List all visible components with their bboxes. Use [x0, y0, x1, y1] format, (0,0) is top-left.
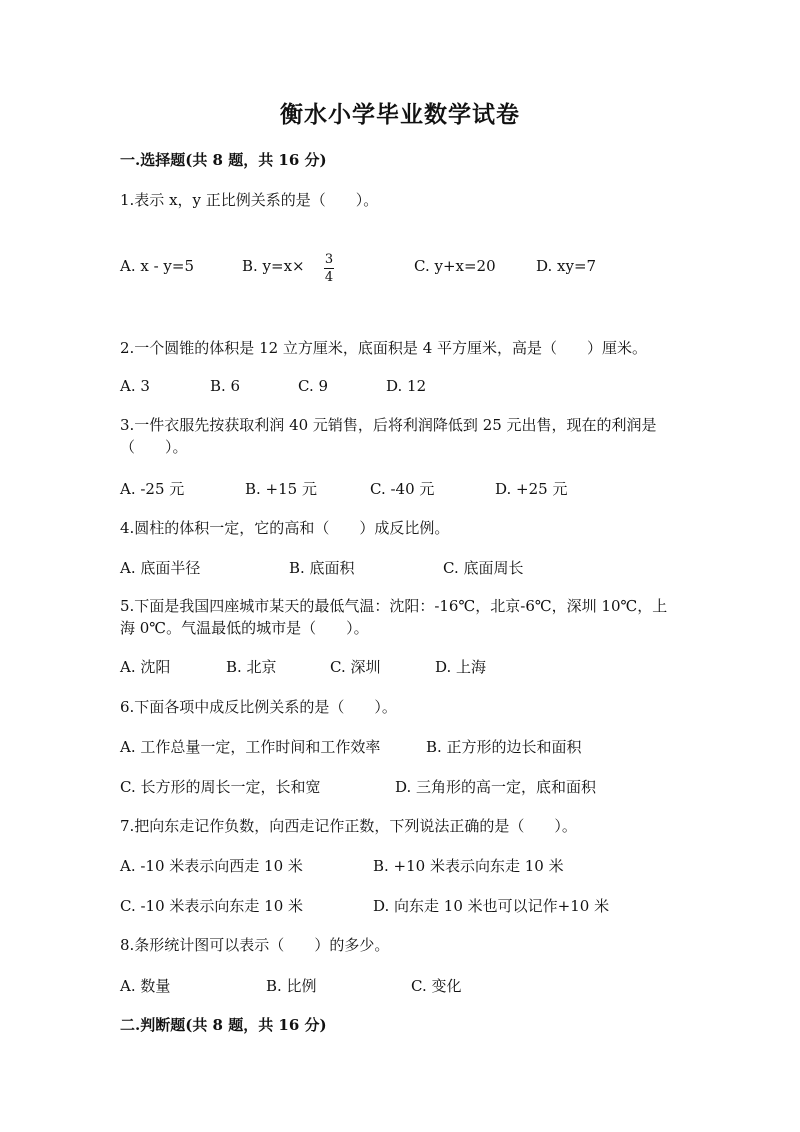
q6-option-b: B. 正方形的边长和面积	[426, 738, 582, 756]
q5-option-c: C. 深圳	[330, 658, 381, 676]
q7-option-a: A. -10 米表示向西走 10 米	[120, 857, 303, 875]
q6-option-c: C. 长方形的周长一定，长和宽	[120, 778, 321, 796]
q2-option-d: D. 12	[386, 377, 427, 395]
q7-option-d: D. 向东走 10 米也可以记作+10 米	[373, 897, 610, 915]
q2-option-a: A. 3	[120, 377, 150, 395]
fraction-numerator: 3	[324, 252, 334, 267]
fraction-denominator: 4	[324, 270, 334, 285]
question-8: 8.条形统计图可以表示（ ）的多少。	[120, 936, 390, 954]
q6-option-a: A. 工作总量一定，工作时间和工作效率	[120, 738, 381, 756]
q6-option-d: D. 三角形的高一定，底和面积	[395, 778, 597, 796]
q3-option-d: D. +25 元	[495, 480, 568, 498]
page-title: 衡水小学毕业数学试卷	[280, 101, 520, 128]
q1-option-c: C. y+x=20	[414, 257, 496, 275]
q3-option-c: C. -40 元	[370, 480, 435, 498]
q5-option-a: A. 沈阳	[120, 658, 171, 676]
section-heading-judgment: 二.判断题(共 8 题，共 16 分)	[120, 1016, 327, 1034]
q8-option-c: C. 变化	[411, 977, 462, 995]
question-6: 6.下面各项中成反比例关系的是（ ）。	[120, 698, 397, 716]
q3-option-b: B. +15 元	[245, 480, 317, 498]
q2-option-c: C. 9	[298, 377, 329, 395]
q7-option-b: B. +10 米表示向东走 10 米	[373, 857, 564, 875]
q4-option-b: B. 底面积	[289, 559, 355, 577]
q1-option-a: A. x - y=5	[120, 257, 195, 275]
q3-option-a: A. -25 元	[120, 480, 185, 498]
q4-option-a: A. 底面半径	[120, 559, 201, 577]
q1-option-b-fraction	[324, 252, 334, 285]
fraction-bar	[324, 268, 334, 269]
question-7: 7.把向东走记作负数，向西走记作正数，下列说法正确的是（ ）。	[120, 817, 577, 835]
q2-option-b: B. 6	[210, 377, 241, 395]
question-1: 1.表示 x，y 正比例关系的是（ ）。	[120, 191, 379, 209]
q8-option-b: B. 比例	[266, 977, 317, 995]
q5-option-d: D. 上海	[435, 658, 487, 676]
section-heading-choice: 一.选择题(共 8 题，共 16 分)	[120, 151, 327, 169]
q8-option-a: A. 数量	[120, 977, 171, 995]
question-4: 4.圆柱的体积一定，它的高和（ ）成反比例。	[120, 519, 450, 537]
q7-option-c: C. -10 米表示向东走 10 米	[120, 897, 304, 915]
q4-option-c: C. 底面周长	[443, 559, 524, 577]
q1-option-b: B. y=x×	[242, 257, 305, 275]
q1-option-d: D. xy=7	[536, 257, 597, 275]
q5-option-b: B. 北京	[226, 658, 277, 676]
question-5: 5.下面是我国四座城市某天的最低气温：沈阳：-16℃，北京-6℃，深圳 10℃，上海 0℃。气温最低的城市是（ ）。	[120, 597, 668, 637]
question-2: 2.一个圆锥的体积是 12 立方厘米，底面积是 4 平方厘米，高是（ ）厘米。	[120, 339, 648, 357]
question-3: 3.一件衣服先按获取利润 40 元销售，后将利润降低到 25 元出售，现在的利润是（ ）。	[120, 416, 657, 456]
